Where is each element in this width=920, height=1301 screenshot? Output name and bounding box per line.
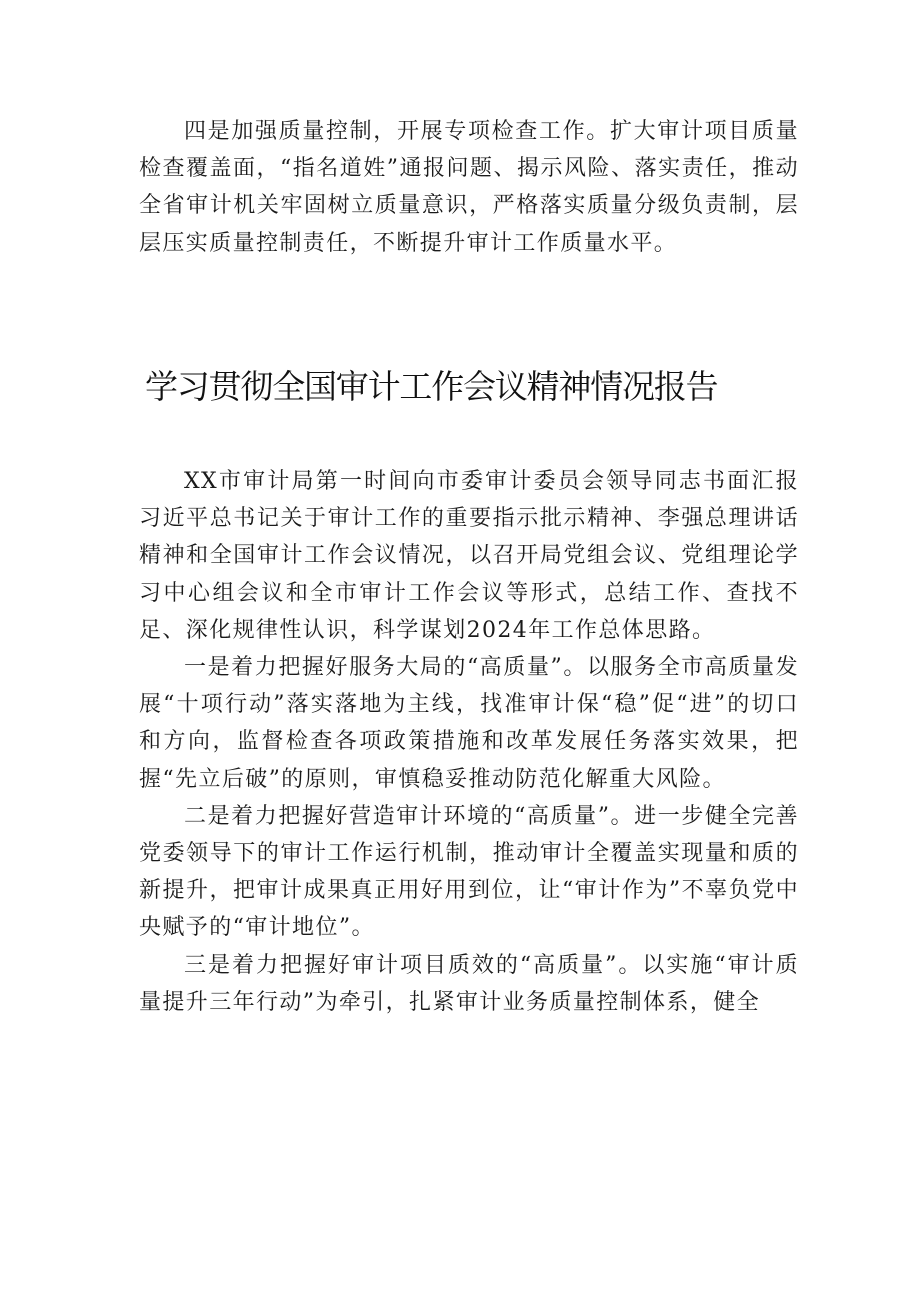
report-body bbox=[139, 463, 799, 1021]
paragraph-point-one: 一是着力把握好服务大局的“高质量”。以服务全市高质量发展“十项行动”落实落地为主线，找准审计保“稳”促“进”的切口和方向，监督检查各项政策措施和改革发展任务落实效果，把握“先立后破”的原则，审慎稳妥推动防范化解重大风险。 bbox=[139, 655, 799, 792]
continued-text-section bbox=[139, 113, 799, 262]
paragraph-point-three: 三是着力把握好审计项目质效的“高质量”。以实施“审计质量提升三年行动”为牵引，扎紧审计业务质量控制体系，健全 bbox=[139, 952, 799, 1015]
report-title: 学习贯彻全国审计工作会议精神情况报告 bbox=[145, 367, 718, 406]
paragraph-intro: XX市审计局第一时间向市委审计委员会领导同志书面汇报习近平总书记关于审计工作的重要指示批示精神、李强总理讲话精神和全国审计工作会议情况，以召开局党组会议、党组理论学习中心组会议和全市审计工作会议等形式，总结工作、查找不足、深化规律性认识，科学谋划2024年工作总体思路。 bbox=[139, 469, 799, 643]
paragraph-point-two: 二是着力把握好营造审计环境的“高质量”。进一步健全完善党委领导下的审计工作运行机制，推动审计全覆盖实现量和质的新提升，把审计成果真正用好用到位，让“审计作为”不辜负党中央赋予的“审计地位”。 bbox=[139, 803, 799, 941]
paragraph-quality-control: 四是加强质量控制，开展专项检查工作。扩大审计项目质量检查覆盖面，“指名道姓”通报问题、揭示风险、落实责任，推动全省审计机关牢固树立质量意识，严格落实质量分级负责制，层层压实质量控制责任，不断提升审计工作质量水平。 bbox=[139, 119, 799, 256]
